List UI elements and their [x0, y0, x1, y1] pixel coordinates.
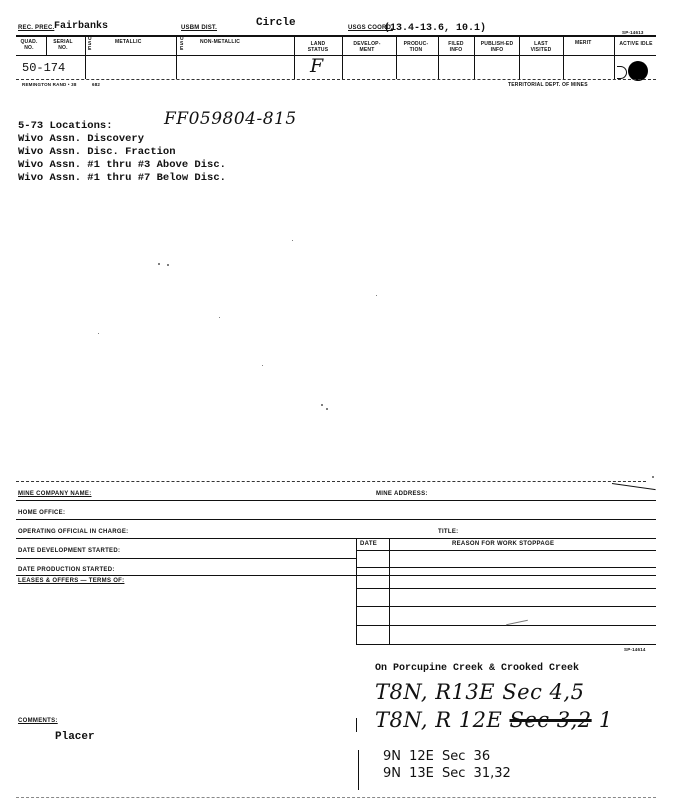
col-divider	[614, 36, 615, 79]
handwritten-township-3: 9N 12E Sec 36	[383, 749, 491, 764]
rule	[16, 500, 656, 501]
footer-right: TERRITORIAL DEPT. OF MINES	[508, 82, 588, 88]
col-merit: MERIT	[575, 40, 592, 46]
col-non-metallic: NON-METALLIC	[200, 39, 241, 45]
col-serial-no: SERIAL NO.	[53, 39, 73, 51]
rule	[16, 538, 656, 539]
footer-left: REMINGTON RAND • 38	[22, 82, 77, 87]
rec-prec-value: Fairbanks	[54, 21, 109, 32]
form-number-2: SP-14614	[624, 647, 646, 652]
col-divider	[46, 36, 47, 56]
scan-speck	[321, 404, 323, 406]
comments-tick	[356, 718, 357, 732]
stoppage-table-divider	[389, 538, 390, 644]
home-office-label: HOME OFFICE:	[18, 510, 66, 516]
handwritten-ref: FF059804-815	[164, 109, 297, 129]
rule	[16, 519, 656, 520]
usgs-dist-label: USBM DIST.	[181, 25, 218, 31]
rule	[356, 588, 656, 589]
active-status-dot	[628, 61, 648, 81]
title-label: TITLE:	[438, 529, 459, 535]
rec-prec-label: REC. PREC.	[18, 25, 55, 31]
stoppage-table-left	[356, 538, 357, 644]
scan-speck	[376, 295, 377, 296]
header-mid-rule	[16, 55, 656, 56]
col-quad-no: QUAD. NO.	[20, 39, 38, 51]
col-filed-info: FILED INFO	[448, 41, 464, 53]
location-line: Wivo Assn. Disc. Fraction	[18, 146, 176, 158]
location-line: Wivo Assn. #1 thru #3 Above Disc.	[18, 159, 226, 171]
scan-speck	[98, 333, 99, 334]
scan-speck	[652, 476, 654, 478]
usgs-dist-value: Circle	[256, 17, 296, 29]
col-divider	[342, 36, 343, 79]
handwritten-township-4: 9N 13E Sec 31,32	[383, 766, 511, 781]
scan-speck	[158, 263, 160, 265]
township-2-struck: Sec 3,2	[509, 708, 592, 732]
quad-no-value: 50-174	[22, 61, 66, 75]
col-use-2: U S E	[180, 36, 184, 52]
usgs-coord-label: USGS COORD.	[348, 25, 393, 31]
usgs-coord-value: (13.4-13.6, 10.1)	[384, 23, 487, 34]
date-dev-started-label: DATE DEVELOPMENT STARTED:	[18, 548, 121, 554]
col-development: DEVELOP-MENT	[353, 41, 381, 53]
scan-speck	[219, 317, 220, 318]
location-line: Wivo Assn. Discovery	[18, 133, 145, 145]
scan-speck	[262, 365, 263, 366]
mine-address-label: MINE ADDRESS:	[376, 491, 428, 497]
lower-top-dash	[16, 481, 646, 482]
comments-margin	[358, 750, 359, 790]
comments-label: COMMENTS:	[18, 718, 58, 724]
handwritten-township-2	[375, 708, 613, 732]
date-label: DATE	[360, 541, 378, 547]
edge-mark	[612, 483, 656, 490]
scan-speck	[167, 264, 169, 266]
col-land-status: LAND STATUS	[307, 41, 329, 53]
col-last-visited: LAST VISITED	[530, 41, 552, 53]
reason-label: REASON FOR WORK STOPPAGE	[452, 541, 555, 547]
location-note: On Porcupine Creek & Crooked Creek	[375, 663, 580, 674]
footer-left-code: 682	[92, 82, 101, 87]
col-divider	[294, 36, 295, 79]
header-top-rule	[16, 35, 656, 37]
rule	[16, 558, 356, 559]
rule	[356, 567, 656, 568]
header-bottom-rule	[16, 79, 656, 80]
col-divider	[563, 36, 564, 79]
col-divider	[85, 36, 86, 79]
scan-speck	[292, 240, 293, 241]
col-divider	[519, 36, 520, 79]
locations-title: 5-73 Locations:	[18, 120, 113, 132]
township-2-suffix: 1	[598, 708, 613, 732]
leases-offers-label: LEASES & OFFERS — TERMS OF:	[18, 578, 125, 584]
mine-company-name-label: MINE COMPANY NAME:	[18, 491, 92, 497]
comments-value: Placer	[55, 731, 95, 743]
handwritten-township-1: T8N, R13E Sec 4,5	[375, 680, 585, 704]
land-status-value: F	[310, 55, 324, 77]
township-2-prefix: T8N, R 12E	[375, 708, 503, 732]
operating-official-label: OPERATING OFFICIAL IN CHARGE:	[18, 529, 129, 535]
col-production: PRODUC-TION	[403, 41, 429, 53]
bottom-edge	[16, 797, 656, 798]
rule	[356, 550, 656, 551]
col-active-idle: ACTIVE IDLE	[619, 41, 653, 47]
col-published-info: PUBLISH-ED INFO	[480, 41, 514, 53]
col-divider	[438, 36, 439, 79]
idle-status-mark	[617, 66, 627, 79]
rule	[356, 606, 656, 607]
col-divider	[396, 36, 397, 79]
scan-speck	[326, 408, 328, 410]
date-prod-started-label: DATE PRODUCTION STARTED:	[18, 567, 115, 573]
rule	[356, 644, 656, 645]
col-divider	[176, 36, 177, 79]
col-use-1: U S E	[88, 36, 92, 52]
rule	[16, 575, 656, 576]
col-metallic: METALLIC	[115, 39, 142, 45]
col-divider	[474, 36, 475, 79]
form-number: SP-14613	[622, 30, 644, 35]
location-line: Wivo Assn. #1 thru #7 Below Disc.	[18, 172, 226, 184]
